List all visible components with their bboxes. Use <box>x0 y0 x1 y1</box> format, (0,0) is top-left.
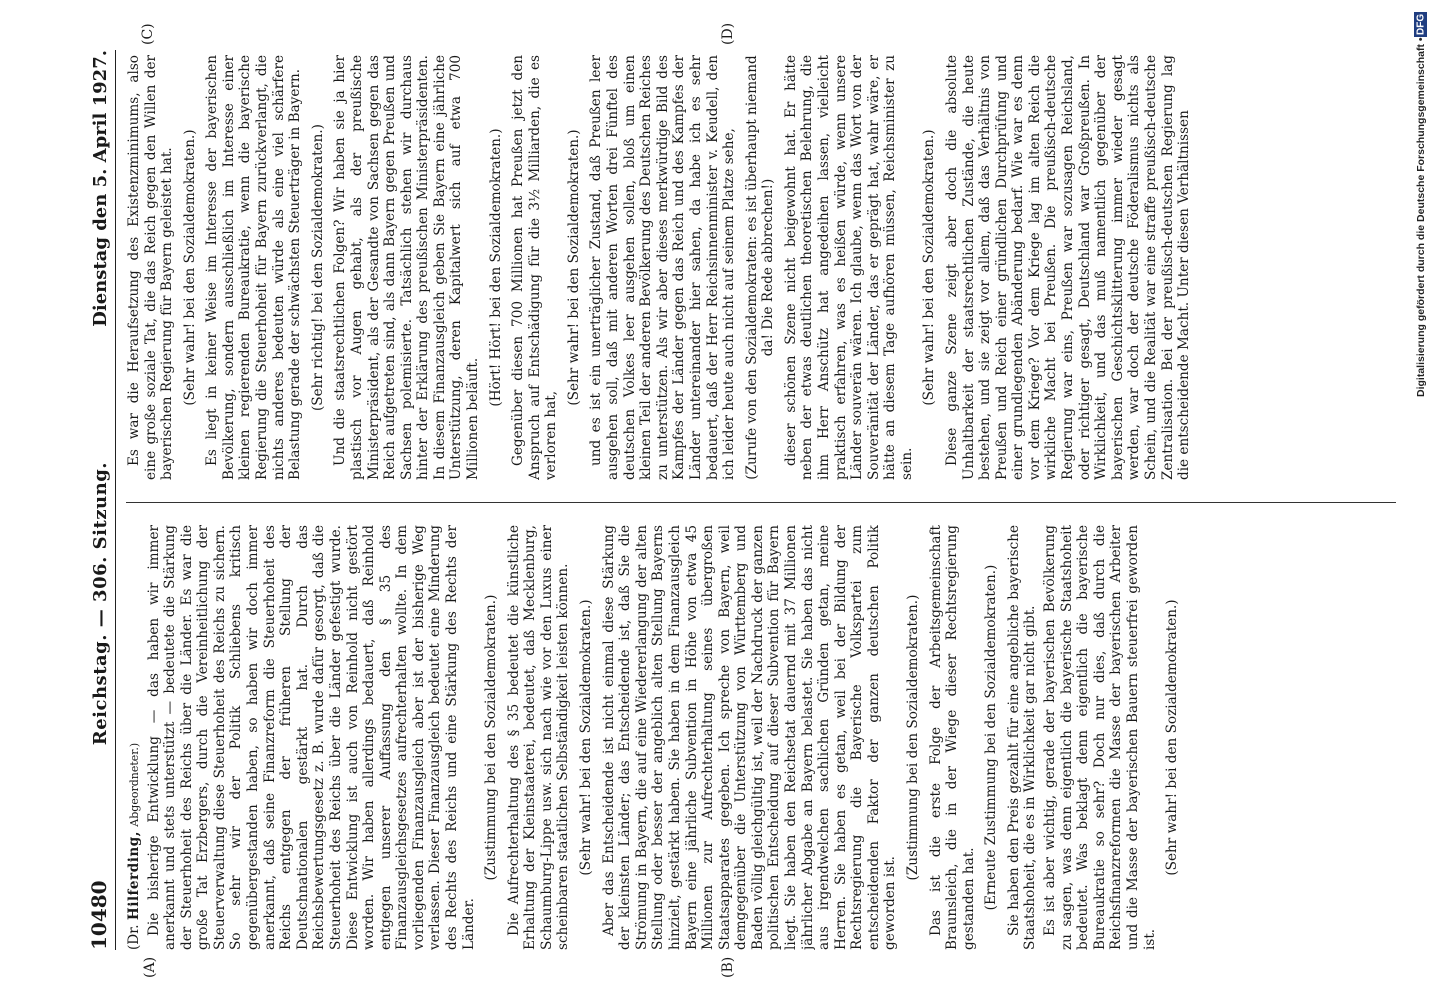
left-column <box>126 525 1401 950</box>
column-divider <box>126 502 1396 503</box>
interjection: (Zustimmung bei den Sozialdemokraten.) <box>905 594 922 881</box>
rotated-document-page <box>80 22 1410 978</box>
paragraph: Es war die Heraufsetzung des Existenzminimums, also eine große soziale Tat, die das Reich gegen den Willen der bayerischen Regierung für Bayern geleistet hat. <box>126 55 176 480</box>
paragraph: Und die staatsrechtlichen Folgen? Wir haben sie ja hier plastisch vor Augen gehabt, als der preußische Ministerpräsident, als der Gesandte von Sachsen gegen das Reich aufgetreten sind, als dann Bayern gegen Preußen und Sachsen polemisierte. Tatsächlich stehen wir durchaus hinter der Erklärung des preußischen Ministerpräsidenten. In diesem Finanzausgleich geben Sie Bayern eine jährliche Unterstützung, deren Kapitalwert sich auf etwa 700 Millionen beläuft. <box>332 55 481 480</box>
speaker-line <box>126 525 143 950</box>
margin-marker-d: (D) <box>720 22 736 45</box>
interjection: (Sehr wahr! bei den Sozialdemokraten.) <box>565 129 582 406</box>
margin-marker-c: (C) <box>140 23 156 45</box>
speaker-name: Hilferding, <box>126 831 142 921</box>
interjection: (Sehr richtig! bei den Sozialdemokraten.) <box>309 124 326 411</box>
interjection: (Zurufe von den Sozialdemokraten: es ist überhaupt niemand da! Die Rede abbrechen!) <box>743 55 777 480</box>
interjection: (Hört! Hört! bei den Sozialdemokraten.) <box>487 128 504 407</box>
credit-text: Digitalisierung gefördert durch die Deutsche Forschungsgemeinschaft • <box>1415 37 1427 397</box>
paragraph: Es ist aber wichtig, gerade der bayerischen Bevölkerung zu sagen, was denn eigentlich die bayerische Staatshoheit bedeutet. Was beklagt denn eigentlich die bayerische Bureaukratie so sehr? Doch nur dies, daß durch die Reichsfinanzreformen die Masse der bayerischen Arbeiter und die Masse der bayerischen Bauern steuerfrei geworden ist. <box>1042 525 1158 950</box>
interjection: (Sehr wahr! bei den Sozialdemokraten.) <box>1164 599 1181 876</box>
interjection: (Sehr wahr! bei den Sozialdemokraten.) <box>181 129 198 406</box>
margin-marker-b: (B) <box>720 956 736 978</box>
speaker-prefix: (Dr. <box>126 924 142 950</box>
interjection: (Zustimmung bei den Sozialdemokraten.) <box>483 594 500 881</box>
page-number: 10480 <box>87 880 111 950</box>
header-date: Dienstag den 5. April 1927. <box>90 50 111 327</box>
interjection: (Sehr wahr! bei den Sozialdemokraten.) <box>578 599 595 876</box>
dfg-logo: DFG <box>1415 14 1427 36</box>
paragraph: Diese ganze Szene zeigt aber doch die absolute Unhaltbarkeit der staatsrechtlichen Zustände, die heute bestehen, und sie zeigt vor allem, daß das Verhältnis von Preußen und Reich einer gründlichen Durchprüfung und einer grundlegenden Abänderung bedarf. Wie war es denn vor dem Kriege? Vor dem Kriege lag im alten Reich die wirkliche Macht bei Preußen. Die preußisch-deutsche Regierung war eins, Preußen war sozusagen Reichsland, oder richtiger gesagt, Deutschland war Großpreußen. In Wirklichkeit, und das muß namentlich gegenüber der bayerischen Geschichtsklitterung immer wieder gesagt werden, war doch der deutsche Föderalismus nichts als Schein, und die Realität war eine straffe preußisch-deutsche Zentralisation. Bei der preußisch-deutschen Regierung lag die entscheidende Macht. Unter diesen Verhältnissen <box>944 55 1193 480</box>
paragraph: Die Aufrechterhaltung des § 35 bedeutet die künstliche Erhaltung der Kleinstaaterei, bedeutet, daß Mecklenburg, Schaumburg-Lippe usw. sich nach wie vor den Luxus einer scheinbaren staatlichen Selbständigkeit leisten können. <box>505 525 572 950</box>
paragraph: Es liegt in keiner Weise im Interesse der bayerischen Bevölkerung, sondern ausschließlich im Interesse einer kleinen regierenden Bureaukratie, wenn die bayerische Regierung die Steuerhoheit für Bayern zurückverlangt, die nichts anderes bedeuten würde als eine viel schärfere Belastung gerade der schwächsten Steuerträger in Bayern. <box>204 55 304 480</box>
interjection: (Sehr wahr! bei den Sozialdemokraten.) <box>921 129 938 406</box>
paragraph: Aber das Entscheidende ist nicht einmal diese Stärkung der kleinsten Länder; das Entscheidende ist, daß Sie die Strömung in Bayern, die auf eine Wiedererlangung der alten Stellung oder besser der angeblich alten Stellung Bayerns hinzielt, gestärkt haben. Sie haben in dem Finanzausgleich Bayern eine jährliche Subvention in Höhe von etwa 45 Millionen zur Aufrechterhaltung seines übergroßen Staatsapparates gegeben. Ich spreche von Bayern, weil demgegenüber die Unterstützung von Württemberg und Baden völlig gleichgültig ist, weil der Nachdruck der ganzen politischen Entscheidung auf dieser Subvention für Bayern liegt. Sie haben den Reichsetat dauernd mit 37 Millionen jährlicher Abgabe an Bayern belastet. Sie haben das nicht aus irgendwelchen sachlichen Gründen getan, meine Herren. Sie haben es getan, weil bei der Bildung der Rechtsregierung die Bayerische Volkspartei zum entscheidenden Faktor der ganzen deutschen Politik geworden ist. <box>600 525 899 950</box>
header-title: Reichstag. — 306. Sitzung. <box>90 461 111 746</box>
page-header <box>80 50 116 950</box>
paragraph: Die bisherige Entwicklung — das haben wir immer anerkannt und stets unterstützt — bedeutete die Stärkung der Steuerhoheit des Reichs über die Länder. Es war die große Tat Erzbergers, durch die Vereinheitlichung der Steuerverwaltung diese Steuerhoheit des Reichs zu sichern. So sehr wir der Politik Schliebens kritisch gegenübergestanden haben, so haben wir doch immer anerkannt, daß seine Finanzreform die Steuerhoheit des Reichs entgegen der früheren Stellung der Deutschnationalen gestärkt hat. Durch das Reichsbewertungsgesetz z. B. wurde dafür gesorgt, daß die Steuerhoheit des Reichs über die Länder gefestigt wurde. Diese Entwicklung ist auch von Reinhold nicht gestört worden. Wir haben allerdings bedauert, daß Reinhold entgegen unserer Auffassung den § 35 des Finanzausgleichsgesetzes aufrechterhalten wollte. In dem vorliegenden Finanzausgleich aber ist der bisherige Weg verlassen. Dieser Finanzausgleich bedeutet eine Minderung des Rechts des Reichs und eine Stärkung des Rechts der Länder. <box>145 525 477 950</box>
paragraph: Sie haben den Preis gezahlt für eine angebliche bayerische Staatshoheit, die es in Wirklichkeit gar nicht gibt. <box>1005 525 1039 950</box>
paragraph: und es ist ein unerträglicher Zustand, daß Preußen leer ausgehen soll, daß mit anderen Worten drei Fünftel des deutschen Volkes leer ausgehen sollen, bloß um einen kleinen Teil der anderen Bevölkerung des Deutschen Reiches zu unterstützen. Als wir aber dieses merkwürdige Bild des Kampfes der Länder gegen das Reich und des Kampfes der Länder untereinander hier sahen, da habe ich es sehr bedauert, daß der Herr Reichsinnenminister v. Keudell, den ich leider heute auch nicht auf seinem Platze sehe, <box>588 55 738 480</box>
paragraph: dieser schönen Szene nicht beigewohnt hat. Er hätte neben der etwas deutlichen theoretischen Belehrung, die ihm Herr Anschütz hat angedeihen lassen, vielleicht praktisch erfahren, was es heißen würde, wenn unsere Länder souverän wären. Ich glaube, wenn das Wort von der Souveränität der Länder, das er geprägt hat, wahr wäre, er hätte an diesem Tage aufhören müssen, Reichsminister zu sein. <box>782 55 915 480</box>
speaker-role: Abgeordneter.) <box>128 742 141 827</box>
margin-marker-a: (A) <box>142 956 158 978</box>
digitization-credit <box>1410 8 1432 993</box>
right-column <box>126 55 1401 480</box>
paragraph: Gegenüber diesen 700 Millionen hat Preußen jetzt den Anspruch auf Entschädigung für die 3½ Milliarden, die es verloren hat, <box>510 55 560 480</box>
paragraph: Das ist die erste Folge der Arbeitsgemeinschaft Braunsleich, die in der Wiege dieser Rechtsregierung gestanden hat. <box>927 525 977 950</box>
interjection: (Erneute Zustimmung bei den Sozialdemokraten.) <box>983 564 1000 911</box>
